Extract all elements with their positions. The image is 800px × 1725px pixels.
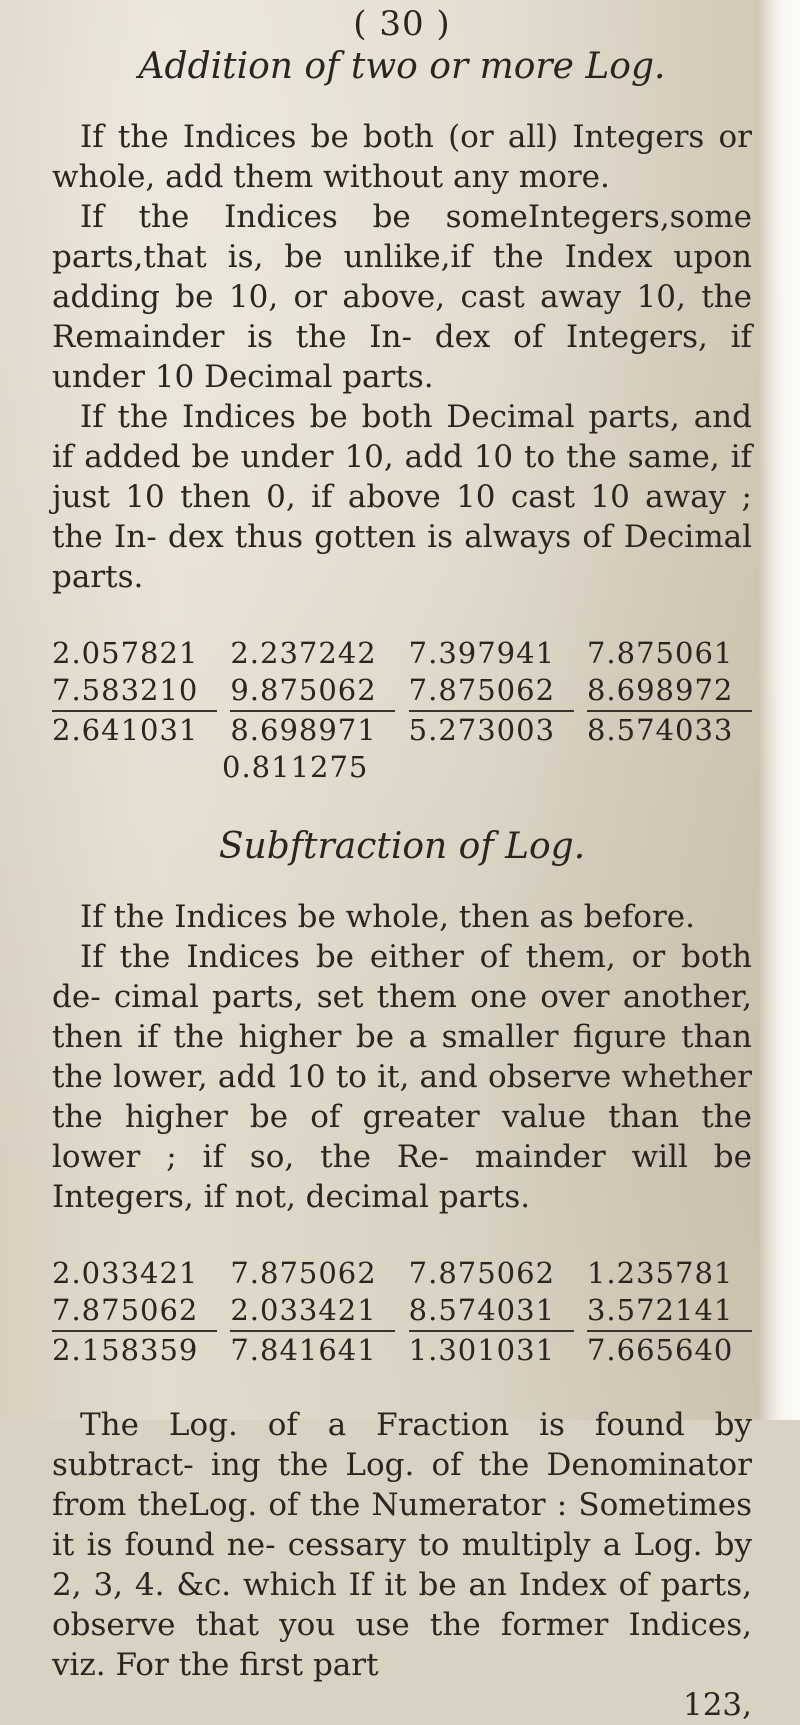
- page-edge: [758, 0, 800, 1420]
- addition-row-2: [52, 672, 752, 712]
- page-number: ( 30 ): [353, 4, 451, 44]
- subtraction-row-2: [52, 1292, 752, 1332]
- subtraction-row-3: [52, 1332, 752, 1369]
- subtraction-paragraph-1: If the Indices be whole, then as before.: [80, 899, 695, 935]
- addition-examples: [52, 635, 752, 786]
- addition-title: Addition of two or more Log.: [138, 46, 666, 87]
- number-cell: 2.158359: [52, 1333, 199, 1367]
- addition-row-3: [52, 712, 752, 749]
- addition-paragraph-1: If the Indices be both (or all) Integers or whole, add them without any more.: [52, 119, 752, 195]
- number-cell: 8.698972: [587, 672, 752, 712]
- number-cell: 2.033421: [230, 1292, 395, 1332]
- subtraction-paragraph-2: If the Indices be either of them, or both de- cimal parts, set them one over another, then if the higher be a smaller figure than the lower, add 10 to it, and observe whether the higher be of greater value than the lower ; if so, the Re- mainder will be Integers, if not, decimal parts.: [52, 939, 752, 1215]
- number-cell: 8.698971: [230, 713, 377, 747]
- number-cell: 7.665640: [586, 1333, 734, 1367]
- subtraction-title: Subftraction of Log.: [218, 826, 586, 867]
- number-cell: 8.574033: [586, 713, 734, 747]
- number-cell: 2.641031: [52, 713, 199, 747]
- number-cell: 2.237242: [230, 636, 377, 670]
- addition-row-1: [52, 635, 752, 672]
- addition-paragraph-2: If the Indices be someIntegers,some parts,that is, be unlike,if the Index upon adding be 10, or above, cast away 10, the Remainder is the In- dex of Integers, if under 10 Decimal parts.: [52, 199, 752, 395]
- addition-result-row: [52, 749, 752, 786]
- addition-paragraph-3: If the Indices be both Decimal parts, and if added be under 10, add 10 to the same, if just 10 then 0, if above 10 cast 10 away ; the In- dex thus gotten is always of Decimal parts.: [52, 399, 752, 595]
- number-cell: 2.057821: [52, 636, 199, 670]
- number-cell: 7.841641: [230, 1333, 377, 1367]
- number-cell: 2.033421: [52, 1256, 199, 1290]
- number-cell: 7.397941: [408, 636, 556, 670]
- number-cell: 7.583210: [52, 672, 217, 712]
- number-cell: 1.301031: [408, 1333, 556, 1367]
- fraction-paragraph: The Log. of a Fraction is found by subtract- ing the Log. of the Denominator from theLog. of the Numerator : Sometimes it is found ne- cessary to multiply a Log. by 2, 3, 4. &c. which If it be an Index of parts, observe that you use the former Indices, viz. For the first part: [52, 1407, 752, 1683]
- number-cell: 8.574031: [409, 1292, 574, 1332]
- subtraction-row-1: [52, 1255, 752, 1292]
- catchword: 123,: [682, 1687, 752, 1723]
- number-cell: 5.273003: [408, 713, 556, 747]
- number-cell: 7.875062: [230, 1256, 377, 1290]
- number-cell: 7.875062: [408, 1256, 556, 1290]
- number-cell: 3.572141: [587, 1292, 752, 1332]
- number-cell: 9.875062: [230, 672, 395, 712]
- number-cell: 0.811275: [222, 750, 369, 784]
- number-cell: 7.875062: [409, 672, 574, 712]
- subtraction-examples: [52, 1255, 752, 1369]
- page-content: [52, 0, 752, 1725]
- number-cell: 7.875062: [52, 1292, 217, 1332]
- number-cell: 1.235781: [586, 1256, 734, 1290]
- number-cell: 7.875061: [586, 636, 734, 670]
